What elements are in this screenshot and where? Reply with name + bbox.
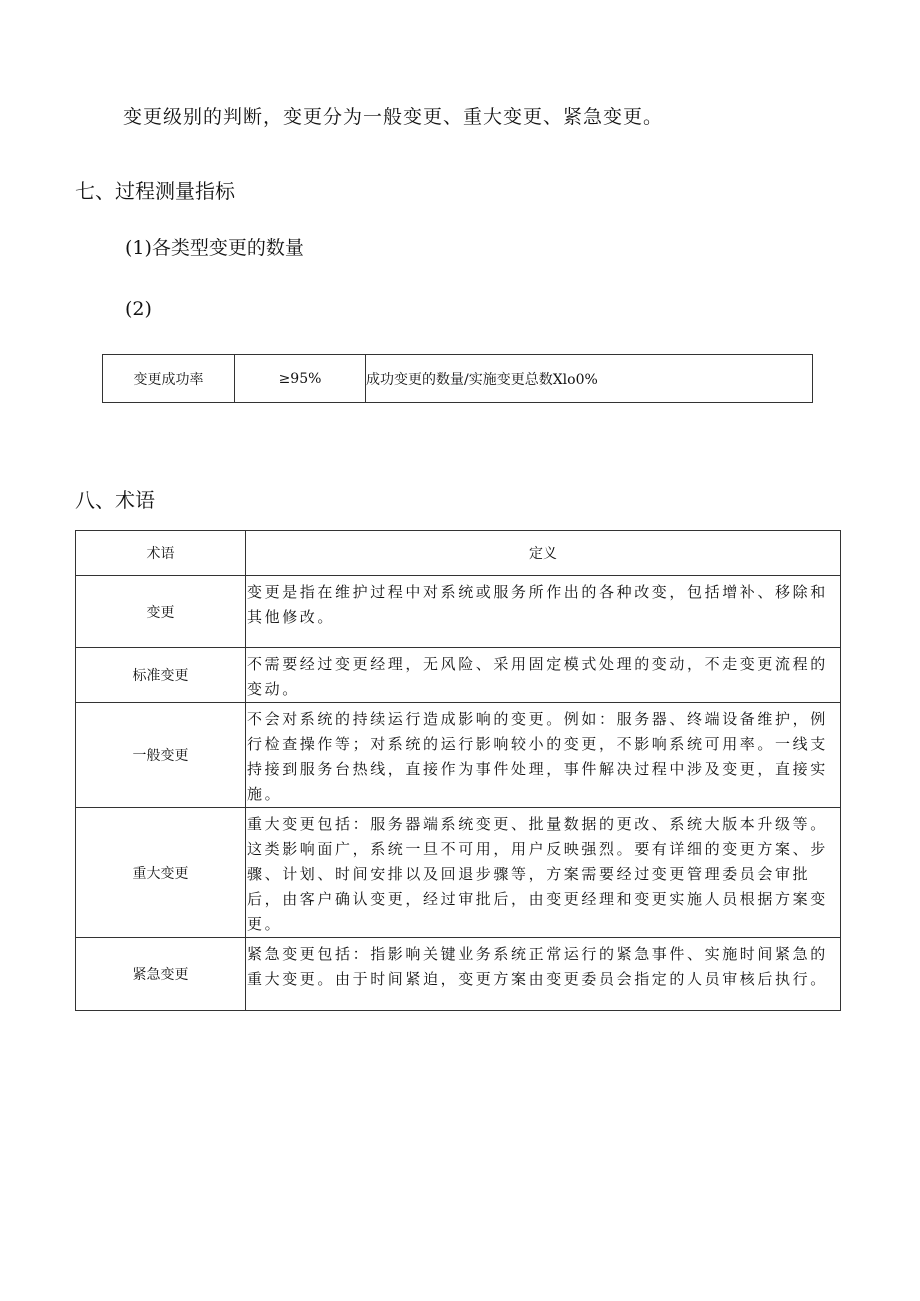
- metric-formula: 成功变更的数量/实施变更总数Xlo0%: [366, 355, 813, 403]
- metric-table: [102, 354, 813, 403]
- metric-target: ≥95%: [235, 355, 366, 403]
- definition: 不会对系统的持续运行造成影响的变更。例如：服务器、终端设备维护，例行检查操作等；对系统的运行影响较小的变更，不影响系统可用率。一线支持接到服务台热线，直接作为事件处理，事件解决过程中涉及变更，直接实施。: [246, 703, 841, 808]
- table-row: [76, 576, 841, 648]
- table-row: [76, 808, 841, 938]
- definition: 变更是指在维护过程中对系统或服务所作出的各种改变，包括增补、移除和其他修改。: [246, 576, 841, 648]
- table-header-row: [76, 531, 841, 576]
- intro-paragraph: 变更级别的判断，变更分为一般变更、重大变更、紧急变更。: [123, 106, 664, 128]
- metric-name: 变更成功率: [103, 355, 235, 403]
- definition: 紧急变更包括：指影响关键业务系统正常运行的紧急事件、实施时间紧急的重大变更。由于时间紧迫，变更方案由变更委员会指定的人员审核后执行。: [246, 938, 841, 1011]
- definition: 重大变更包括：服务器端系统变更、批量数据的更改、系统大版本升级等。这类影响面广，系统一旦不可用，用户反映强烈。要有详细的变更方案、步骤、计划、时间安排以及回退步骤等，方案需要经过变更管理委员会审批后，由客户确认变更，经过审批后，由变更经理和变更实施人员根据方案变更。: [246, 808, 841, 938]
- term: 变更: [76, 576, 246, 648]
- header-definition: 定义: [246, 531, 841, 576]
- table-row: [76, 648, 841, 703]
- term: 一般变更: [76, 703, 246, 808]
- table-row: [103, 355, 813, 403]
- glossary-table: [75, 530, 841, 1011]
- definition: 不需要经过变更经理，无风险、采用固定模式处理的变动，不走变更流程的变动。: [246, 648, 841, 703]
- table-row: [76, 703, 841, 808]
- header-term: 术语: [76, 531, 246, 576]
- metric-item-1: (1)各类型变更的数量: [125, 237, 304, 259]
- term: 紧急变更: [76, 938, 246, 1011]
- term: 标准变更: [76, 648, 246, 703]
- metric-item-2: (2): [125, 298, 152, 320]
- term: 重大变更: [76, 808, 246, 938]
- section-7-heading: 七、过程测量指标: [75, 179, 235, 203]
- section-8-heading: 八、术语: [75, 488, 155, 512]
- table-row: [76, 938, 841, 1011]
